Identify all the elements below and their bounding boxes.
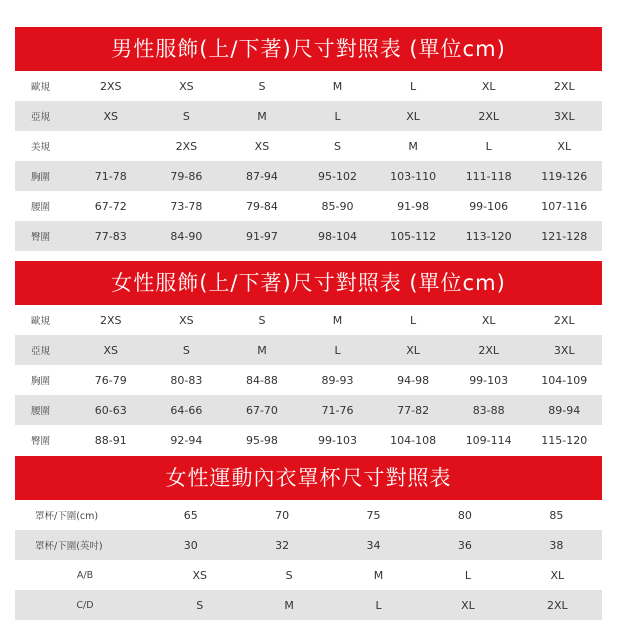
row-label: 歐規	[31, 316, 51, 327]
table-cell: 91-98	[397, 199, 430, 213]
women-size-section	[15, 261, 602, 455]
table-cell: 77-83	[94, 229, 127, 243]
row-label: 亞規	[31, 112, 51, 123]
table-cell: 80	[457, 508, 472, 522]
table-cell: 89-94	[548, 403, 581, 417]
bra-size-title: 女性運動內衣罩杯尺寸對照表	[15, 456, 602, 500]
table-cell: 34	[366, 538, 381, 552]
men-size-title: 男性服飾(上/下著)尺寸對照表 (單位cm)	[15, 27, 602, 71]
table-cell: 73-78	[170, 199, 203, 213]
table-row	[15, 425, 602, 455]
table-cell: 104-108	[390, 433, 437, 447]
table-cell: 111-118	[465, 169, 512, 183]
table-cell: 71-78	[94, 169, 127, 183]
table-cell: M	[257, 109, 267, 123]
table-cell: 80-83	[170, 373, 203, 387]
men-size-table	[15, 71, 602, 251]
table-cell: XS	[103, 109, 119, 123]
table-cell: 2XL	[478, 109, 500, 123]
table-cell: 85	[549, 508, 564, 522]
table-cell: 79-84	[245, 199, 278, 213]
table-cell: 3XL	[553, 109, 575, 123]
table-cell: 2XL	[553, 313, 575, 327]
table-cell: 99-106	[469, 199, 509, 213]
table-cell: 2XL	[478, 343, 500, 357]
table-cell: XL	[406, 343, 420, 357]
men-size-section	[15, 27, 602, 251]
table-cell: 84-90	[170, 229, 203, 243]
table-cell: 2XS	[100, 79, 122, 93]
table-cell: 65	[183, 508, 198, 522]
table-row	[15, 335, 602, 365]
table-cell: XL	[550, 568, 565, 582]
table-cell: 119-126	[541, 169, 588, 183]
table-cell: L	[334, 109, 341, 123]
row-label: 腰圍	[31, 406, 51, 417]
bra-size-table	[15, 500, 602, 620]
table-cell: S	[182, 343, 190, 357]
table-cell: 84-88	[245, 373, 278, 387]
table-cell: L	[410, 313, 417, 327]
table-row	[15, 131, 602, 161]
row-label: 胸圍	[31, 172, 51, 183]
table-cell: 38	[549, 538, 564, 552]
table-cell: 71-76	[321, 403, 354, 417]
table-cell: 109-114	[465, 433, 512, 447]
table-cell: XS	[192, 568, 207, 582]
table-cell: 89-93	[321, 373, 354, 387]
table-cell: 87-94	[245, 169, 278, 183]
table-cell: 91-97	[245, 229, 278, 243]
table-row	[15, 590, 602, 620]
table-cell: L	[464, 568, 471, 582]
row-label: 胸圍	[31, 376, 51, 387]
row-label: 臀圍	[31, 232, 51, 243]
row-label: A/B	[76, 569, 94, 581]
table-cell: S	[258, 313, 266, 327]
table-row	[15, 560, 602, 590]
table-cell: 85-90	[321, 199, 354, 213]
row-label: 臀圍	[31, 436, 51, 447]
table-cell: 83-88	[472, 403, 505, 417]
table-cell: 95-98	[245, 433, 278, 447]
table-row	[15, 161, 602, 191]
table-row	[15, 71, 602, 101]
table-cell: L	[485, 139, 492, 153]
table-cell: 75	[366, 508, 381, 522]
table-cell: M	[284, 598, 294, 612]
table-cell: S	[182, 109, 190, 123]
table-cell: 64-66	[170, 403, 203, 417]
table-cell: 115-120	[541, 433, 588, 447]
table-row	[15, 101, 602, 131]
table-cell: 121-128	[541, 229, 588, 243]
table-cell: 70	[275, 508, 290, 522]
table-cell: 76-79	[94, 373, 127, 387]
row-label: 罩杯/下圍(英吋)	[35, 541, 103, 552]
row-label: 歐規	[31, 82, 51, 93]
table-row	[15, 395, 602, 425]
table-cell: 2XS	[175, 139, 198, 153]
table-cell: XS	[179, 79, 194, 93]
table-cell: 2XS	[100, 313, 122, 327]
table-cell: L	[410, 79, 417, 93]
table-cell: 67-70	[245, 403, 278, 417]
table-cell: XS	[179, 313, 194, 327]
table-row	[15, 500, 602, 530]
table-cell: 77-82	[397, 403, 430, 417]
table-cell: 3XL	[553, 343, 575, 357]
table-cell: 92-94	[170, 433, 203, 447]
table-cell: L	[334, 343, 341, 357]
women-size-table	[15, 305, 602, 455]
table-cell: 2XL	[553, 79, 575, 93]
table-cell: 98-104	[318, 229, 357, 243]
table-cell: 113-120	[465, 229, 512, 243]
table-row	[15, 305, 602, 335]
table-row	[15, 365, 602, 395]
table-cell: M	[257, 343, 267, 357]
table-cell: 103-110	[390, 169, 437, 183]
table-cell: S	[258, 79, 266, 93]
table-row	[15, 191, 602, 221]
table-cell: 67-72	[94, 199, 127, 213]
table-row	[15, 221, 602, 251]
women-size-title: 女性服飾(上/下著)尺寸對照表 (單位cm)	[15, 261, 602, 305]
table-cell: XL	[481, 79, 496, 93]
table-cell: 2XL	[546, 598, 568, 612]
table-cell: 36	[457, 538, 472, 552]
table-cell: XL	[406, 109, 420, 123]
table-cell: 88-91	[94, 433, 127, 447]
table-cell: XL	[461, 598, 475, 612]
table-cell: M	[373, 568, 384, 582]
table-cell: S	[285, 568, 293, 582]
table-cell: XL	[557, 139, 572, 153]
row-label: 腰圍	[31, 202, 51, 213]
table-cell: 104-109	[541, 373, 588, 387]
bra-size-section	[15, 456, 602, 620]
table-cell: 79-86	[170, 169, 203, 183]
table-row	[15, 530, 602, 560]
table-cell: 99-103	[469, 373, 509, 387]
table-cell: 94-98	[397, 373, 430, 387]
table-cell: 99-103	[318, 433, 357, 447]
table-cell: S	[196, 598, 204, 612]
row-label: 亞規	[31, 346, 51, 357]
table-cell: M	[332, 79, 343, 93]
table-cell: 107-116	[541, 199, 588, 213]
table-cell: M	[332, 313, 343, 327]
table-cell: L	[375, 598, 382, 612]
table-cell: XL	[481, 313, 496, 327]
table-cell: XS	[103, 343, 119, 357]
table-cell: 32	[275, 538, 290, 552]
row-label: 罩杯/下圍(cm)	[35, 511, 99, 522]
table-cell: 105-112	[390, 229, 437, 243]
row-label: C/D	[76, 599, 94, 611]
table-cell: 30	[183, 538, 198, 552]
table-cell: 95-102	[318, 169, 357, 183]
table-cell: 60-63	[94, 403, 127, 417]
table-cell: M	[408, 139, 418, 153]
table-cell: XS	[254, 139, 270, 153]
table-cell: S	[334, 139, 342, 153]
row-label: 美規	[31, 142, 51, 153]
